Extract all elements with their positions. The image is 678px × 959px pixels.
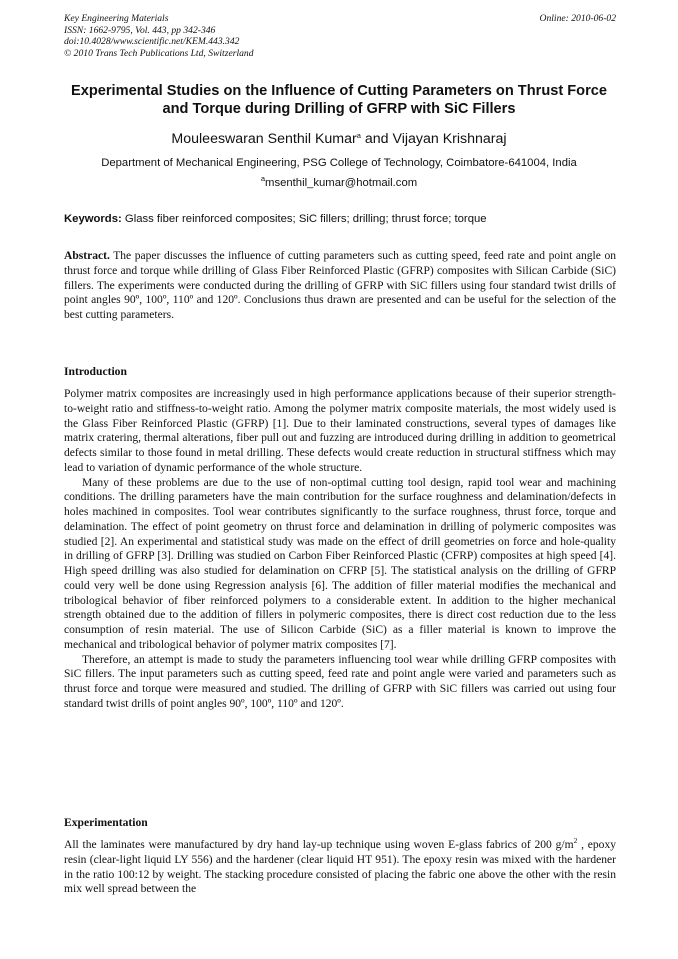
paper-title: Experimental Studies on the Influence of Cutting Parameters on Thrust Force and Torque during Drilling of GFRP with SiC Fillers xyxy=(71,83,607,117)
exp-text-1: All the laminates were manufactured by dry hand lay-up technique using woven E-glass fabrics of 200 g/m xyxy=(64,839,574,851)
keywords-label: Keywords: xyxy=(64,213,122,225)
online-date: Online: 2010-06-02 xyxy=(539,13,616,24)
intro-paragraph-3: Therefore, an attempt is made to study the parameters influencing tool wear while drilling GFRP composites with SiC fillers. The input parameters such as cutting speed, feed rate and point angle were varied and parameters such as thrust force and torque were measured and studied. The drilling of GFRP with SiC fillers was carried out using four standard twist drills of point angles 90º, 100º, 110º and 120º. xyxy=(64,653,616,710)
exp-sup: 2 xyxy=(573,836,578,845)
intro-paragraph-2: Many of these problems are due to the use of non-optimal cutting tool design, rapid tool wear and machining conditions. The drilling parameters have the main contribution for the surface roughness and delamination/defects in holes machined in composites. Tool wear contributes significantly to the surface roughness, thrust force, torque and delamination. The effect of point geometry on thrust force and delamination in drilling of polymeric composites was studied [2]. An experimental and statistical study was made on the effect of drill geometries on force and hole-quality in drilling of GFRP [3]. Drilling was studied on Carbon Fiber Reinforced Plastic (CFRP) composites at high speed [4]. High speed drilling was also studied for delamination on CFRP [5]. The statistical analysis on the drilling of GFRP could very well be done using Regression analysis [6]. The addition of filler material modifies the mechanical and tribological behavior of fiber reinforced polymers to a considerable extent. In addition to the higher mechanical strength obtained due to the addition of fillers in polymeric composites, there is direct cost reduction due to the less consumption of resin material. The use of Silicon Carbide (SiC) as a filler material is known to improve the mechanical and tribological behavior of polymer matrix composites [7]. xyxy=(64,476,616,651)
introduction-heading: Introduction xyxy=(64,365,127,378)
author-2: Vijayan Krishnaraj xyxy=(392,131,507,147)
email-address[interactable]: msenthil_kumar@hotmail.com xyxy=(265,177,418,189)
abstract xyxy=(64,249,616,323)
abstract-label: Abstract. xyxy=(64,250,110,262)
author-and: and xyxy=(360,131,393,147)
keywords-text: Glass fiber reinforced composites; SiC fillers; drilling; thrust force; torque xyxy=(121,213,487,225)
copyright-line: © 2010 Trans Tech Publications Ltd, Switzerland xyxy=(64,47,254,59)
exp-text-2: , epoxy resin (clear-light liquid LY 556) and the hardener (clear liquid HT 951). The epoxy resin was mixed with the hardener in the ratio 100:12 by weight. The stacking procedure consisted of placing the fabric one above the other with the resin mix well spread between the xyxy=(64,839,616,896)
author-line xyxy=(0,130,678,148)
author-1-sup: a xyxy=(356,131,361,140)
issn-line: ISSN: 1662-9795, Vol. 443, pp 342-346 xyxy=(64,24,216,36)
introduction-body xyxy=(64,387,616,712)
doi-line: doi:10.4028/www.scientific.net/KEM.443.342 xyxy=(64,36,240,47)
journal-name: Key Engineering Materials xyxy=(64,13,169,24)
abstract-text: The paper discusses the influence of cutting parameters such as cutting speed, feed rate and point angle on thrust force and torque while drilling of Glass Fiber Reinforced Plastic (GFRP) composites with Silican Carbide (SiC) fillers. The experiments were conducted during the drilling of GFRP with SiC fillers using four standard twist drills of point angles 90º, 100º, 110º and 120º. Conclusions thus drawn are presented and can be useful for the selection of the best cutting parameters. xyxy=(64,250,616,321)
intro-paragraph-1: Polymer matrix composites are increasingly used in high performance applications because of their superior strength-to-weight ratio and stiffness-to-weight ratio. Among the polymer matrix composite materials, the most widely used is the Glass Fiber Reinforced Plastic (GFRP) [1]. Due to their laminated constructions, several types of damages like matrix cratering, thermal alterations, fiber pull out and fuzzing are introduced during drilling in addition to geometrical defects similar to those found in metal drilling. These defects would create reduction in structural stiffness which may lead to variation of dynamic performance of the whole structure. xyxy=(64,388,616,474)
author-1: Mouleeswaran Senthil Kumar xyxy=(171,131,357,147)
experimentation-heading: Experimentation xyxy=(64,816,148,829)
experimentation-body xyxy=(64,838,616,897)
journal-header xyxy=(64,13,616,59)
author-email xyxy=(0,176,678,190)
keywords xyxy=(64,212,616,226)
affiliation: Department of Mechanical Engineering, PSG College of Technology, Coimbatore-641004, India xyxy=(101,157,577,169)
email-sup: a xyxy=(260,174,266,183)
